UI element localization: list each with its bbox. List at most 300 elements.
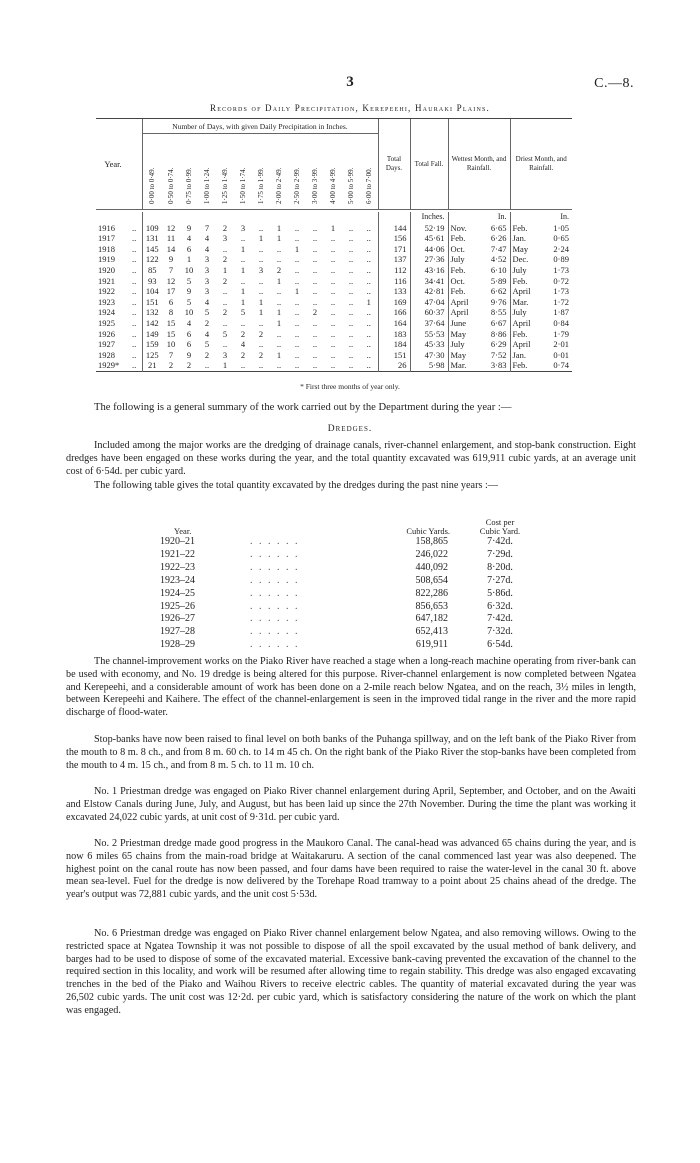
wettest-month-cell: July (448, 254, 478, 265)
count-cell: .. (330, 286, 336, 297)
count-cell: 109 (142, 223, 162, 234)
count-cell: 1 (240, 286, 246, 297)
count-cell: 1 (258, 233, 264, 244)
count-cell: .. (294, 360, 300, 371)
count-cell: 3 (204, 286, 210, 297)
leader-dots: .. (132, 243, 137, 254)
dredge-year-cell: 1922–23 (160, 561, 195, 573)
cost-cell: 6·32d. (487, 600, 513, 612)
count-cell: .. (276, 296, 282, 307)
count-cell: .. (330, 296, 336, 307)
wettest-month-cell: April (448, 307, 478, 318)
total-fall-cell: 27·36 (410, 254, 448, 265)
count-cell: .. (348, 275, 354, 286)
count-cell: .. (312, 264, 318, 275)
count-cell: .. (240, 254, 246, 265)
leader-dots: . . . . . . (250, 600, 300, 612)
count-cell: 1 (294, 243, 300, 254)
count-cell: .. (276, 254, 282, 265)
total-fall-cell: 55·53 (410, 329, 448, 340)
total-fall-cell: 45·33 (410, 339, 448, 350)
total-fall-unit: Inches. (410, 212, 448, 223)
total-days-cell: 156 (378, 233, 410, 244)
year-cell: 1929* (98, 360, 120, 371)
wettest-month-cell: Oct. (448, 244, 478, 255)
page-number: 3 (346, 74, 354, 90)
count-cell: 2 (276, 264, 282, 275)
count-cell: .. (348, 243, 354, 254)
count-cell: 3 (222, 349, 228, 360)
wettest-rainfall-cell: 6·10 (490, 264, 507, 275)
precip-row (96, 360, 572, 371)
range-header (360, 134, 378, 210)
range-header (270, 134, 288, 210)
range-header (306, 134, 324, 210)
count-cell: .. (294, 307, 300, 318)
count-cell: 2 (240, 349, 246, 360)
driest-rainfall-cell: 1·73 (553, 286, 569, 297)
count-cell: .. (366, 360, 371, 371)
driest-month-cell: April (510, 318, 540, 329)
count-cell: .. (348, 264, 354, 275)
dredge-year-cell: 1920–21 (160, 536, 195, 547)
count-cell: 4 (204, 233, 210, 244)
driest-rainfall-cell: 1·05 (553, 222, 569, 233)
count-cell: 3 (222, 233, 228, 244)
wettest-month-cell: Mar. (448, 360, 478, 371)
count-cell: 145 (142, 244, 162, 255)
count-cell: .. (312, 339, 318, 350)
cubic-yards-cell: 856,653 (415, 600, 448, 612)
count-cell: .. (330, 317, 336, 328)
year-header: Year. (96, 119, 130, 210)
count-cell: 5 (186, 275, 192, 286)
driest-month-cell: Feb. (510, 360, 540, 371)
count-cell: 1 (276, 222, 282, 233)
count-cell: 1 (276, 307, 282, 318)
leader-dots: .. (132, 317, 137, 328)
wettest-rainfall-cell: 8·86 (490, 328, 507, 339)
year-cell: 1927 (98, 339, 115, 350)
total-days-cell: 164 (378, 318, 410, 329)
count-cell: 6 (186, 243, 192, 254)
driest-rainfall-cell: 0·01 (553, 349, 569, 360)
leader-dots: . . . . . . (250, 639, 300, 651)
dredge-row (160, 639, 540, 652)
count-cell: .. (312, 317, 318, 328)
count-cell: .. (366, 317, 371, 328)
driest-rainfall-cell: 1·73 (553, 264, 569, 275)
wettest-rainfall-cell: 6·67 (490, 317, 507, 328)
driest-rainfall-cell: 2·24 (553, 243, 569, 254)
total-fall-cell: 34·41 (410, 276, 448, 287)
range-label: 1·50 to 1·74. (239, 167, 247, 204)
count-cell: 8 (168, 307, 174, 318)
total-days-cell: 183 (378, 329, 410, 340)
cubic-yards-cell: 619,911 (415, 639, 448, 651)
count-cell: .. (222, 286, 228, 297)
dredge-row (160, 613, 540, 626)
total-days-cell: 112 (378, 265, 410, 276)
count-cell: 5 (186, 296, 192, 307)
count-cell: 3 (240, 222, 246, 233)
year-cell: 1919 (98, 254, 115, 265)
total-fall-cell: 37·64 (410, 318, 448, 329)
count-cell: .. (348, 349, 354, 360)
count-cell: 1 (330, 222, 336, 233)
count-cell: 122 (142, 254, 162, 265)
driest-rainfall-cell: 1·72 (553, 296, 569, 307)
count-cell: 125 (142, 350, 162, 361)
count-cell: 1 (366, 296, 371, 307)
precip-row (96, 318, 572, 329)
total-days-cell: 166 (378, 307, 410, 318)
dredges-heading: Dredges. (327, 424, 373, 434)
wettest-rainfall-cell: 7·52 (490, 349, 507, 360)
year-cell: 1922 (98, 286, 115, 297)
count-cell: 149 (142, 329, 162, 340)
count-cell: 21 (142, 360, 162, 371)
count-cell: .. (330, 328, 336, 339)
days-group-header: Number of Days, with given Daily Precipitation in Inches. (142, 119, 378, 134)
count-cell: 2 (258, 349, 264, 360)
wettest-month-cell: Nov. (448, 223, 478, 234)
count-cell: .. (330, 360, 336, 371)
count-cell: 1 (276, 233, 282, 244)
wettest-month-cell: June (448, 318, 478, 329)
count-cell: .. (276, 360, 282, 371)
count-cell: 3 (204, 254, 210, 265)
count-cell: .. (330, 243, 336, 254)
count-cell: .. (240, 233, 246, 244)
wettest-rainfall-cell: 3·83 (490, 360, 507, 371)
range-label: 2·50 to 2·99. (293, 167, 301, 204)
count-cell: .. (240, 317, 246, 328)
cubic-yards-cell: 822,286 (415, 587, 448, 599)
count-cell: .. (222, 243, 228, 254)
leader-dots: .. (132, 233, 137, 244)
count-cell: .. (258, 286, 264, 297)
count-cell: .. (294, 349, 300, 360)
wettest-rainfall-cell: 5·89 (490, 275, 507, 286)
precip-row (96, 286, 572, 297)
count-cell: 1 (222, 264, 228, 275)
precip-row (96, 223, 572, 234)
count-cell: 3 (258, 264, 264, 275)
count-cell: .. (294, 233, 300, 244)
count-cell: .. (294, 254, 300, 265)
dredge-row (160, 562, 540, 575)
dredges-paragraph-4: Stop-banks have now been raised to final level on both banks of the Puhanga spillway, and on the left bank of the Piako River from the mouth to 8 m. 8 ch., and from 8 m. 60 ch. to 14 m 45 ch. On the right bank of the Piako River the stop-banks have been completed from the mouth to 4 m. 15 ch., and from 8 m. 5 ch. to 11 m. 10 ch. (66, 734, 636, 771)
precip-row (96, 329, 572, 340)
count-cell: .. (258, 317, 264, 328)
count-cell: .. (312, 275, 318, 286)
cost-cell: 5·86d. (487, 587, 513, 599)
count-cell: .. (312, 296, 318, 307)
range-header (234, 134, 252, 210)
driest-unit: In. (560, 212, 569, 221)
leader-dots: . . . . . . (250, 536, 300, 547)
total-days-cell: 133 (378, 286, 410, 297)
range-label: 0·00 to 0·49. (148, 167, 157, 204)
total-fall-cell: 5·98 (410, 360, 448, 371)
range-label: 2·00 to 2·49. (275, 167, 283, 204)
cost-cell: 7·42d. (487, 613, 513, 625)
count-cell: 10 (184, 307, 194, 318)
wettest-rainfall-cell: 6·62 (490, 286, 507, 297)
cubic-yards-cell: 246,022 (415, 548, 448, 560)
cost-cell: 8·20d. (487, 561, 513, 573)
count-cell: .. (312, 243, 318, 254)
driest-month-cell: Jan. (510, 233, 540, 244)
cubic-yards-cell: 647,182 (415, 613, 448, 625)
cubic-yards-cell: 158,865 (415, 536, 448, 547)
leader-dots: . . . . . . (250, 561, 300, 573)
leader-dots: . . . . . . (250, 587, 300, 599)
cubic-yards-cell: 508,654 (415, 574, 448, 586)
range-label: 3·00 to 3·99. (311, 167, 319, 204)
driest-rainfall-cell: 1·79 (553, 328, 569, 339)
precip-row (96, 350, 572, 361)
driest-rainfall-cell: 0·84 (553, 317, 569, 328)
count-cell: .. (366, 328, 371, 339)
count-cell: 11 (166, 233, 176, 244)
count-cell: .. (294, 275, 300, 286)
wettest-rainfall-cell: 6·29 (490, 339, 507, 350)
count-cell: .. (312, 233, 318, 244)
driest-rainfall-cell: 0·72 (553, 275, 569, 286)
total-fall-cell: 42·81 (410, 286, 448, 297)
count-cell: 2 (312, 307, 318, 318)
precip-row (96, 307, 572, 318)
count-cell: .. (330, 254, 336, 265)
count-cell: .. (348, 339, 354, 350)
dredges-paragraph-2: The following table gives the total quantity excavated by the dredges during the past nine years :— (94, 480, 498, 491)
range-header (324, 134, 342, 210)
count-cell: 4 (186, 233, 192, 244)
precip-row (96, 254, 572, 265)
count-cell: 6 (186, 328, 192, 339)
dredge-year-cell: 1928–29 (160, 639, 195, 651)
count-cell: .. (348, 296, 354, 307)
wettest-month-cell: Feb. (448, 286, 478, 297)
count-cell: 142 (142, 318, 162, 329)
range-label: 0·75 to 0·99. (185, 167, 193, 204)
leader-dots: . . . . . . (250, 574, 300, 586)
count-cell: 1 (186, 254, 192, 265)
leader-dots: .. (132, 222, 137, 233)
leader-dots: . . . . . . (250, 626, 300, 638)
count-cell: .. (258, 222, 264, 233)
count-cell: .. (276, 243, 282, 254)
leader-dots: .. (132, 264, 137, 275)
count-cell: .. (348, 328, 354, 339)
precip-row (96, 297, 572, 308)
count-cell: 159 (142, 339, 162, 350)
cost-cell: 7·32d. (487, 626, 513, 638)
range-label: 1·25 to 1·49. (221, 167, 229, 204)
count-cell: .. (366, 243, 371, 254)
count-cell: .. (258, 360, 264, 371)
count-cell: 1 (240, 243, 246, 254)
count-cell: .. (366, 339, 371, 350)
leader-dots: .. (132, 275, 137, 286)
dredge-year-cell: 1923–24 (160, 574, 195, 586)
driest-rainfall-cell: 1·87 (553, 307, 569, 318)
driest-month-cell: Jan. (510, 350, 540, 361)
total-days-cell: 171 (378, 244, 410, 255)
range-label: 4·00 to 4·99. (329, 167, 337, 204)
count-cell: .. (330, 233, 336, 244)
count-cell: 15 (166, 328, 176, 339)
count-cell: 7 (204, 222, 210, 233)
leader-dots: .. (132, 286, 137, 297)
count-cell: .. (330, 339, 336, 350)
count-cell: 12 (166, 275, 176, 286)
cost-cell: 6·54d. (487, 639, 513, 651)
total-days-cell: 116 (378, 276, 410, 287)
count-cell: .. (312, 222, 318, 233)
count-cell: .. (348, 222, 354, 233)
count-cell: 132 (142, 307, 162, 318)
wettest-month-header: Wettest Month, and Rainfall. (448, 119, 510, 210)
count-cell: 7 (168, 264, 174, 275)
count-cell: 85 (142, 265, 162, 276)
count-cell: 1 (258, 296, 264, 307)
leader-dots: . . . . . . (250, 613, 300, 625)
wettest-rainfall-cell: 6·26 (490, 233, 507, 244)
dredges-paragraph-1: Included among the major works are the dredging of drainage canals, river-channel enlargement, and stop-bank construction. Eight dredges have been engaged on these works during the year, and the total quantity excavated was 619,911 cubic yards, at an average unit cost of 6·54d. per cubic yard. (66, 440, 636, 477)
dredge-year-cell: 1927–28 (160, 626, 195, 638)
total-days-cell: 26 (378, 360, 410, 371)
precipitation-table-title: Records of Daily Precipitation, Kerepeehi, Hauraki Plains. (210, 103, 490, 113)
precip-row (96, 339, 572, 350)
count-cell: 2 (240, 328, 246, 339)
total-fall-cell: 52·19 (410, 223, 448, 234)
cubic-yards-cell: 652,413 (415, 626, 448, 638)
cost-cell: 7·27d. (487, 574, 513, 586)
wettest-rainfall-cell: 4·52 (490, 254, 507, 265)
driest-rainfall-cell: 2·01 (553, 339, 569, 350)
dredges-paragraph-7: No. 6 Priestman dredge was engaged on Piako River channel enlargement below Ngatea, and also removing willows. Owing to the restricted space at Ngatea Township it was not possible to dispose of all the spoil excavated by the usual method of bank delivery, and barges had to be used to dispose of some of the excavated material. Excessive bank-caving prevented the excavation of the channel to the required section in this locality, and work will be resumed after allowing time to regain stability. This dredge was also engaged excavating trenches in the bed of the Piako and Waihou Rivers to receive electric cables. The quantity of material excavated during the year was 26,502 cubic yards. The unit cost was 12·2d. per cubic yard, which is satisfactory considering the nature of the work on which the plant was engaged. (66, 928, 636, 1016)
wettest-rainfall-cell: 9·76 (490, 296, 507, 307)
count-cell: 4 (240, 339, 246, 350)
table-footnote: * First three months of year only. (300, 382, 400, 391)
count-cell: 5 (240, 307, 246, 318)
dredge-row (160, 626, 540, 639)
range-label: 1·00 to 1·24. (203, 167, 211, 204)
driest-month-cell: April (510, 339, 540, 350)
wettest-rainfall-cell: 7·47 (490, 243, 507, 254)
count-cell: .. (348, 254, 354, 265)
count-cell: .. (258, 243, 264, 254)
driest-rainfall-cell: 0·65 (553, 233, 569, 244)
precip-row (96, 233, 572, 244)
precip-row (96, 276, 572, 287)
count-cell: 9 (186, 349, 192, 360)
year-cell: 1926 (98, 328, 115, 339)
leader-dots: .. (132, 349, 137, 360)
count-cell: .. (366, 286, 371, 297)
count-cell: .. (366, 233, 371, 244)
dredge-row (160, 549, 540, 562)
total-days-cell: 151 (378, 350, 410, 361)
driest-month-cell: Feb. (510, 223, 540, 234)
cost-header-line-2: Cubic Yard. (479, 526, 521, 536)
driest-month-header: Driest Month, and Rainfall. (510, 119, 572, 210)
wettest-unit: In. (497, 212, 507, 221)
count-cell: 9 (186, 222, 192, 233)
total-days-cell: 184 (378, 339, 410, 350)
count-cell: .. (276, 286, 282, 297)
driest-month-cell: Mar. (510, 297, 540, 308)
range-header (216, 134, 234, 210)
year-cell: 1916 (98, 222, 115, 233)
count-cell: .. (348, 286, 354, 297)
wettest-rainfall-cell: 6·65 (490, 222, 507, 233)
dredge-row (160, 575, 540, 588)
dredge-quantity-table (160, 514, 540, 652)
range-label: 1·75 to 1·99. (257, 167, 265, 204)
cubic-yards-header: Cubic Yards. (406, 526, 450, 536)
count-cell: .. (222, 317, 228, 328)
count-cell: 2 (222, 307, 228, 318)
precipitation-table (96, 118, 572, 374)
wettest-month-cell: May (448, 350, 478, 361)
count-cell: 3 (204, 275, 210, 286)
total-fall-header: Total Fall. (410, 119, 448, 210)
count-cell: 6 (168, 296, 174, 307)
count-cell: 5 (222, 328, 228, 339)
year-cell: 1917 (98, 233, 115, 244)
count-cell: 2 (222, 275, 228, 286)
total-days-cell: 169 (378, 297, 410, 308)
total-fall-cell: 47·30 (410, 350, 448, 361)
count-cell: .. (294, 222, 300, 233)
total-fall-cell: 47·04 (410, 297, 448, 308)
range-header (288, 134, 306, 210)
dredge-row (160, 536, 540, 549)
dredge-row (160, 588, 540, 601)
count-cell: 1 (294, 286, 300, 297)
count-cell: 10 (184, 264, 194, 275)
count-cell: 15 (166, 317, 176, 328)
count-cell: .. (276, 328, 282, 339)
driest-month-cell: Feb. (510, 329, 540, 340)
year-cell: 1918 (98, 243, 115, 254)
wettest-month-cell: April (448, 297, 478, 308)
count-cell: .. (294, 317, 300, 328)
dredges-paragraph-6: No. 2 Priestman dredge made good progress in the Maukoro Canal. The canal-head was advanced 65 chains during the year, and is now 6 miles 65 chains from the main-road bridge at Waitakaruru. A section of the canal commenced last year was also deepened. The highest point on the canal route has now been passed, and four dams have been required to raise the water-level in the canal 30 ft. above mean sea-level. Fuel for the dredge is now delivered by the Torehape Road tramway to a point about 25 chains ahead of the dredge. The year's output was 72,881 cubic yards, and the unit cost 5·53d. (66, 838, 636, 901)
count-cell: 3 (204, 264, 210, 275)
count-cell: 151 (142, 297, 162, 308)
count-cell: .. (222, 339, 228, 350)
cost-cell: 7·29d. (487, 548, 513, 560)
range-header (142, 134, 162, 210)
count-cell: 6 (186, 339, 192, 350)
count-cell: 4 (204, 296, 210, 307)
count-cell: 2 (204, 317, 210, 328)
year-cell: 1928 (98, 349, 115, 360)
count-cell: .. (330, 264, 336, 275)
count-cell: 5 (204, 307, 210, 318)
count-cell: 1 (276, 349, 282, 360)
range-header (198, 134, 216, 210)
count-cell: 4 (204, 328, 210, 339)
count-cell: .. (258, 254, 264, 265)
count-cell: 2 (258, 328, 264, 339)
count-cell: 104 (142, 286, 162, 297)
